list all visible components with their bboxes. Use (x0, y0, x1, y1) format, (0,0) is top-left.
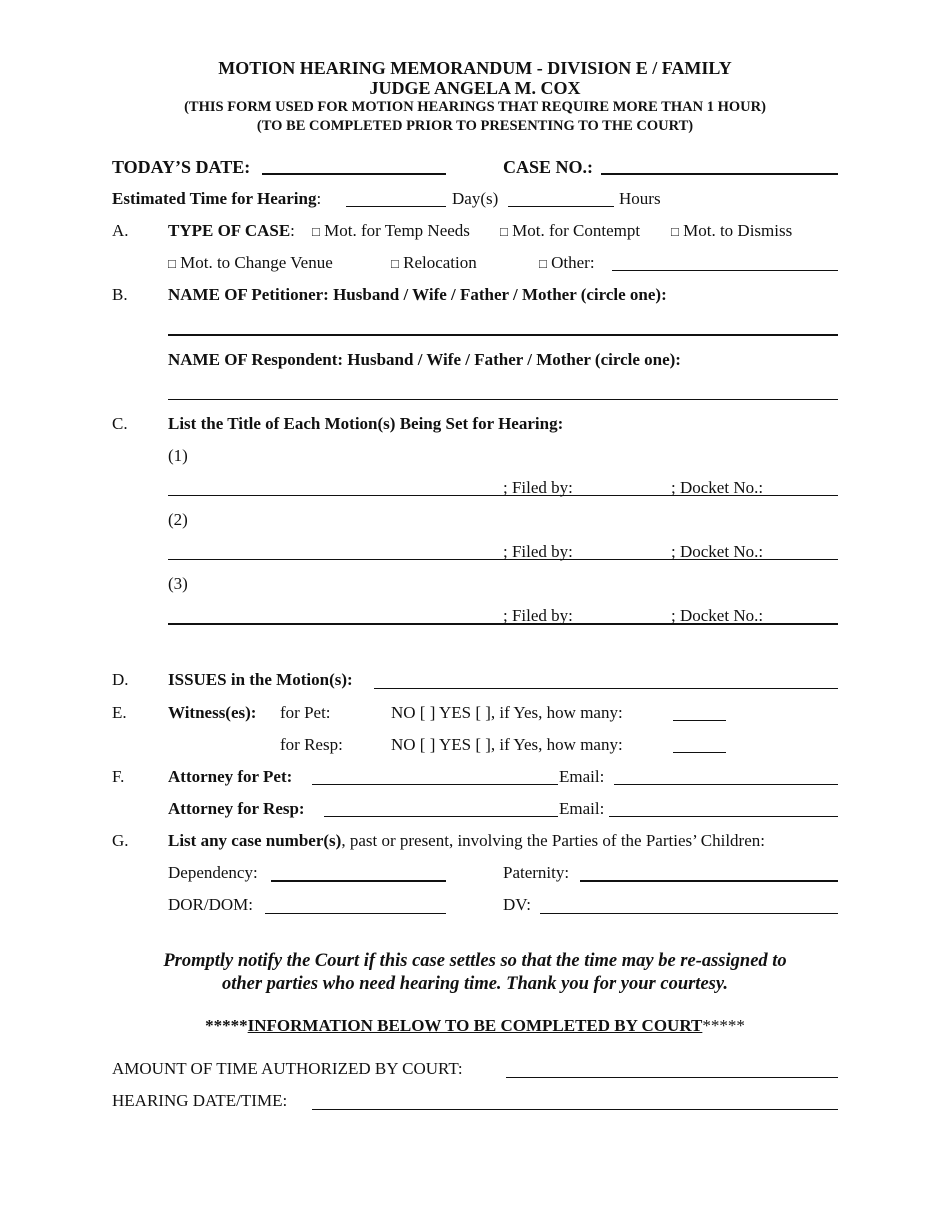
issues-label: ISSUES in the Motion(s): (168, 670, 353, 689)
section-c-letter: C. (112, 414, 128, 433)
witness-pet-label: for Pet: (280, 703, 331, 722)
witness-resp-choice[interactable]: NO [ ] YES [ ], if Yes, how many: (391, 735, 623, 754)
judge-name: JUDGE ANGELA M. COX (369, 78, 581, 98)
estimated-time-label: Estimated Time for Hearing: (112, 189, 322, 208)
witness-resp-label: for Resp: (280, 735, 343, 754)
dependency-label: Dependency: (168, 863, 258, 882)
dordom-label: DOR/DOM: (168, 895, 254, 914)
dordom-field[interactable] (265, 913, 446, 914)
case-no-label: CASE NO.: (503, 157, 594, 177)
form-subtitle-1: (THIS FORM USED FOR MOTION HEARINGS THAT REQUIRE MORE THAN 1 HOUR) (184, 99, 766, 115)
section-d-letter: D. (112, 670, 129, 689)
checkbox-icon[interactable]: □ (500, 224, 508, 239)
attorney-resp-email-field[interactable] (609, 816, 838, 817)
amount-of-time-label: AMOUNT OF TIME AUTHORIZED BY COURT: (112, 1059, 463, 1078)
email-label: Email: (559, 799, 605, 818)
attorney-pet-email-field[interactable] (614, 784, 838, 785)
filed-by-label: ; Filed by: (503, 542, 573, 561)
attorney-resp-field[interactable] (324, 816, 558, 817)
section-b-letter: B. (112, 285, 128, 304)
witness-pet-count-field[interactable] (673, 720, 726, 721)
hearing-datetime-label: HEARING DATE/TIME: (112, 1091, 288, 1110)
motion-number: (2) (168, 510, 188, 529)
witness-pet-choice[interactable]: NO [ ] YES [ ], if Yes, how many: (391, 703, 623, 722)
hours-field[interactable] (508, 206, 614, 207)
checkbox-icon[interactable]: □ (312, 224, 320, 239)
dependency-field[interactable] (271, 880, 446, 882)
motion-number: (1) (168, 446, 188, 465)
option-other[interactable]: □ Other: (539, 253, 595, 272)
checkbox-icon[interactable]: □ (539, 256, 547, 271)
dv-field[interactable] (540, 913, 838, 914)
days-field[interactable] (346, 206, 446, 207)
section-g-letter: G. (112, 831, 129, 850)
form-title: MOTION HEARING MEMORANDUM - DIVISION E / FAMILY (218, 58, 732, 78)
settlement-notice-line-1: Promptly notify the Court if this case settles so that the time may be re-assigned to (163, 951, 787, 971)
attorney-pet-field[interactable] (312, 784, 558, 785)
section-e-letter: E. (112, 703, 127, 722)
motions-label: List the Title of Each Motion(s) Being Set for Hearing: (168, 414, 564, 433)
form-subtitle-2: (TO BE COMPLETED PRIOR TO PRESENTING TO THE COURT) (256, 118, 694, 134)
checkbox-icon[interactable]: □ (168, 256, 176, 271)
attorney-pet-label: Attorney for Pet: (168, 767, 293, 786)
option-change-venue[interactable]: □ Mot. to Change Venue (168, 253, 333, 272)
days-label: Day(s) (452, 189, 499, 208)
checkbox-icon[interactable]: □ (391, 256, 399, 271)
todays-date-field[interactable] (262, 173, 446, 175)
case-numbers-label: List any case number(s), past or present, involving the Parties of the Parties’ Children: (168, 831, 765, 850)
docket-no-label: ; Docket No.: (671, 542, 764, 561)
option-temp-needs[interactable]: □ Mot. for Temp Needs (312, 221, 470, 240)
filed-by-label: ; Filed by: (503, 606, 573, 625)
docket-no-label: ; Docket No.: (671, 606, 764, 625)
issues-field[interactable] (374, 688, 838, 689)
option-dismiss[interactable]: □ Mot. to Dismiss (671, 221, 793, 240)
dv-label: DV: (503, 895, 532, 914)
paternity-label: Paternity: (503, 863, 570, 882)
respondent-name-field[interactable] (168, 399, 838, 400)
option-contempt[interactable]: □ Mot. for Contempt (500, 221, 641, 240)
paternity-field[interactable] (580, 880, 838, 882)
witness-resp-count-field[interactable] (673, 752, 726, 753)
petitioner-name-field[interactable] (168, 334, 838, 336)
filed-by-label: ; Filed by: (503, 478, 573, 497)
witnesses-label: Witness(es): (168, 703, 257, 722)
other-case-type-field[interactable] (612, 270, 838, 271)
checkbox-icon[interactable]: □ (671, 224, 679, 239)
option-relocation[interactable]: □ Relocation (391, 253, 477, 272)
settlement-notice-line-2: other parties who need hearing time. Thank you for your courtesy. (221, 974, 729, 994)
court-section-heading: *****INFORMATION BELOW TO BE COMPLETED BY COURT***** (205, 1016, 745, 1035)
todays-date-label: TODAY’S DATE: (112, 157, 251, 177)
section-a-letter: A. (112, 221, 129, 240)
hours-label: Hours (619, 189, 661, 208)
section-f-letter: F. (112, 767, 125, 786)
docket-no-label: ; Docket No.: (671, 478, 764, 497)
hearing-datetime-field[interactable] (312, 1109, 838, 1110)
amount-of-time-field[interactable] (506, 1077, 838, 1078)
motion-number: (3) (168, 574, 188, 593)
attorney-resp-label: Attorney for Resp: (168, 799, 305, 818)
respondent-label: NAME OF Respondent: Husband / Wife / Father / Mother (circle one): (168, 350, 681, 369)
petitioner-label: NAME OF Petitioner: Husband / Wife / Father / Mother (circle one): (168, 285, 667, 304)
email-label: Email: (559, 767, 605, 786)
type-of-case-label: TYPE OF CASE: (168, 221, 295, 240)
case-no-field[interactable] (601, 173, 838, 175)
